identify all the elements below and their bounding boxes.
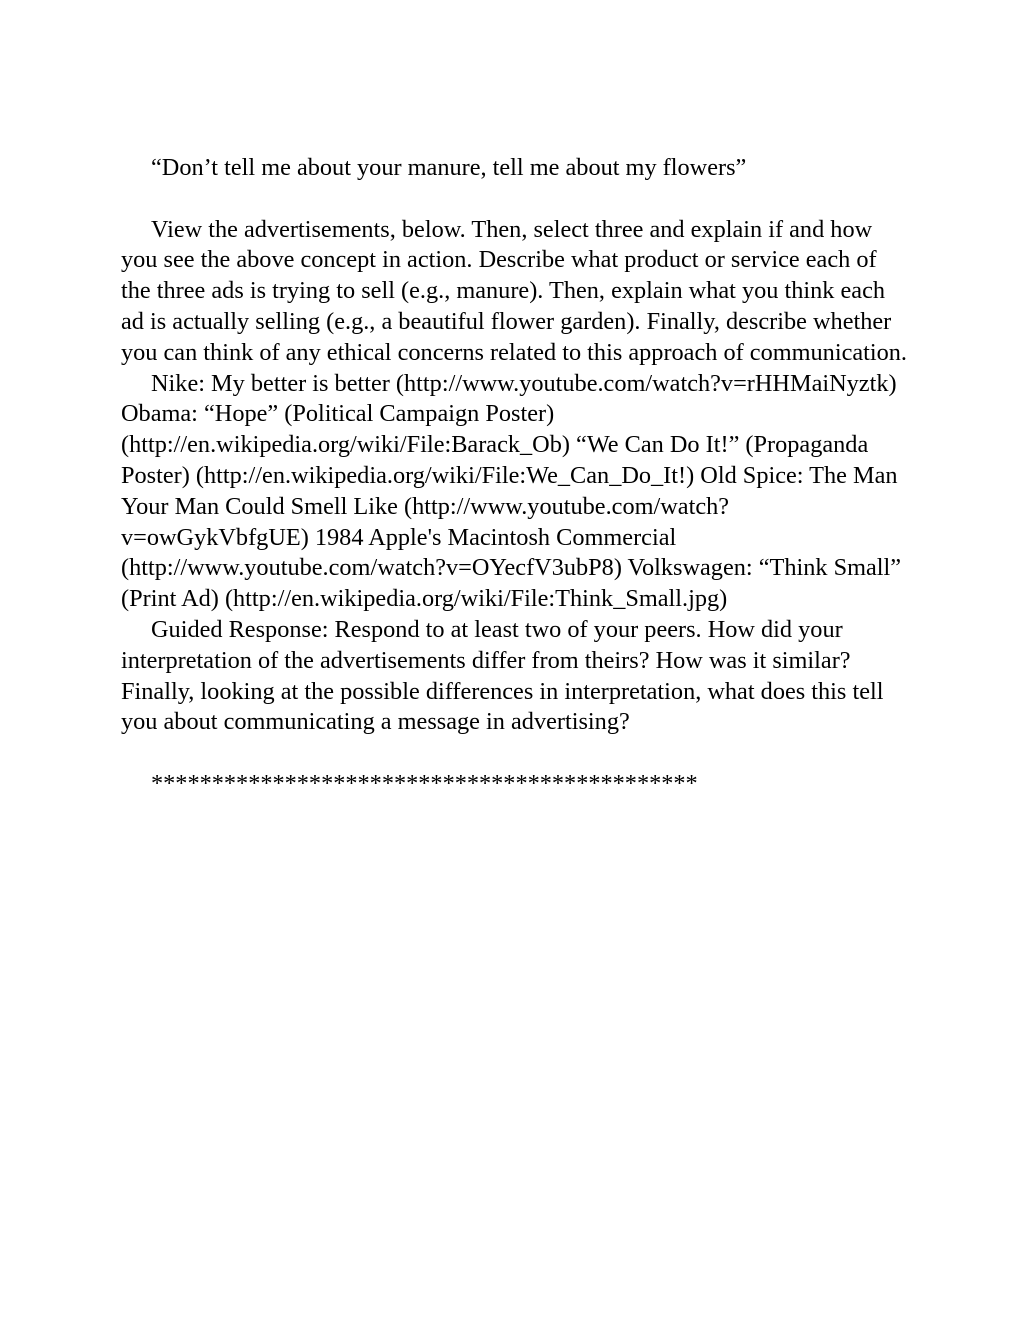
document-body <box>121 153 911 800</box>
separator-line: ********************************************* <box>151 769 698 797</box>
advertisements-list-paragraph: Nike: My better is better (http://www.youtube.com/watch?v=rHHMaiNyztk) Obama: “Hope” (Political Campaign Poster) (http://en.wikipedia.org/wiki/File:Barack_Ob) “We Can Do It!” (Propaganda Poster) (http://en.wikipedia.org/wiki/File:We_Can_Do_It!) Old Spice: The Man Your Man Could Smell Like (http://www.youtube.com/watch?v=owGykVbfgUE) 1984 Apple's Macintosh Commercial (http://www.youtube.com/watch?v=OYecfV3ubP8) Volkswagen: “Think Small” (Print Ad) (http://en.wikipedia.org/wiki/File:Think_Small.jpg) <box>121 369 902 613</box>
quote-heading: “Don’t tell me about your manure, tell me about my flowers” <box>151 154 747 181</box>
instructions-paragraph: View the advertisements, below. Then, select three and explain if and how you see the above concept in action. Describe what product or service each of the three ads is trying to sell (e.g., manure). Then, explain what you think each ad is actually selling (e.g., a beautiful flower garden). Finally, describe whether you can think of any ethical concerns related to this approach of communication. <box>121 215 908 366</box>
guided-response-paragraph: Guided Response: Respond to at least two of your peers. How did your interpretation of the advertisements differ from theirs? How was it similar? Finally, looking at the possible differences in interpretation, what does this tell you about communicating a message in advertising? <box>121 615 884 736</box>
